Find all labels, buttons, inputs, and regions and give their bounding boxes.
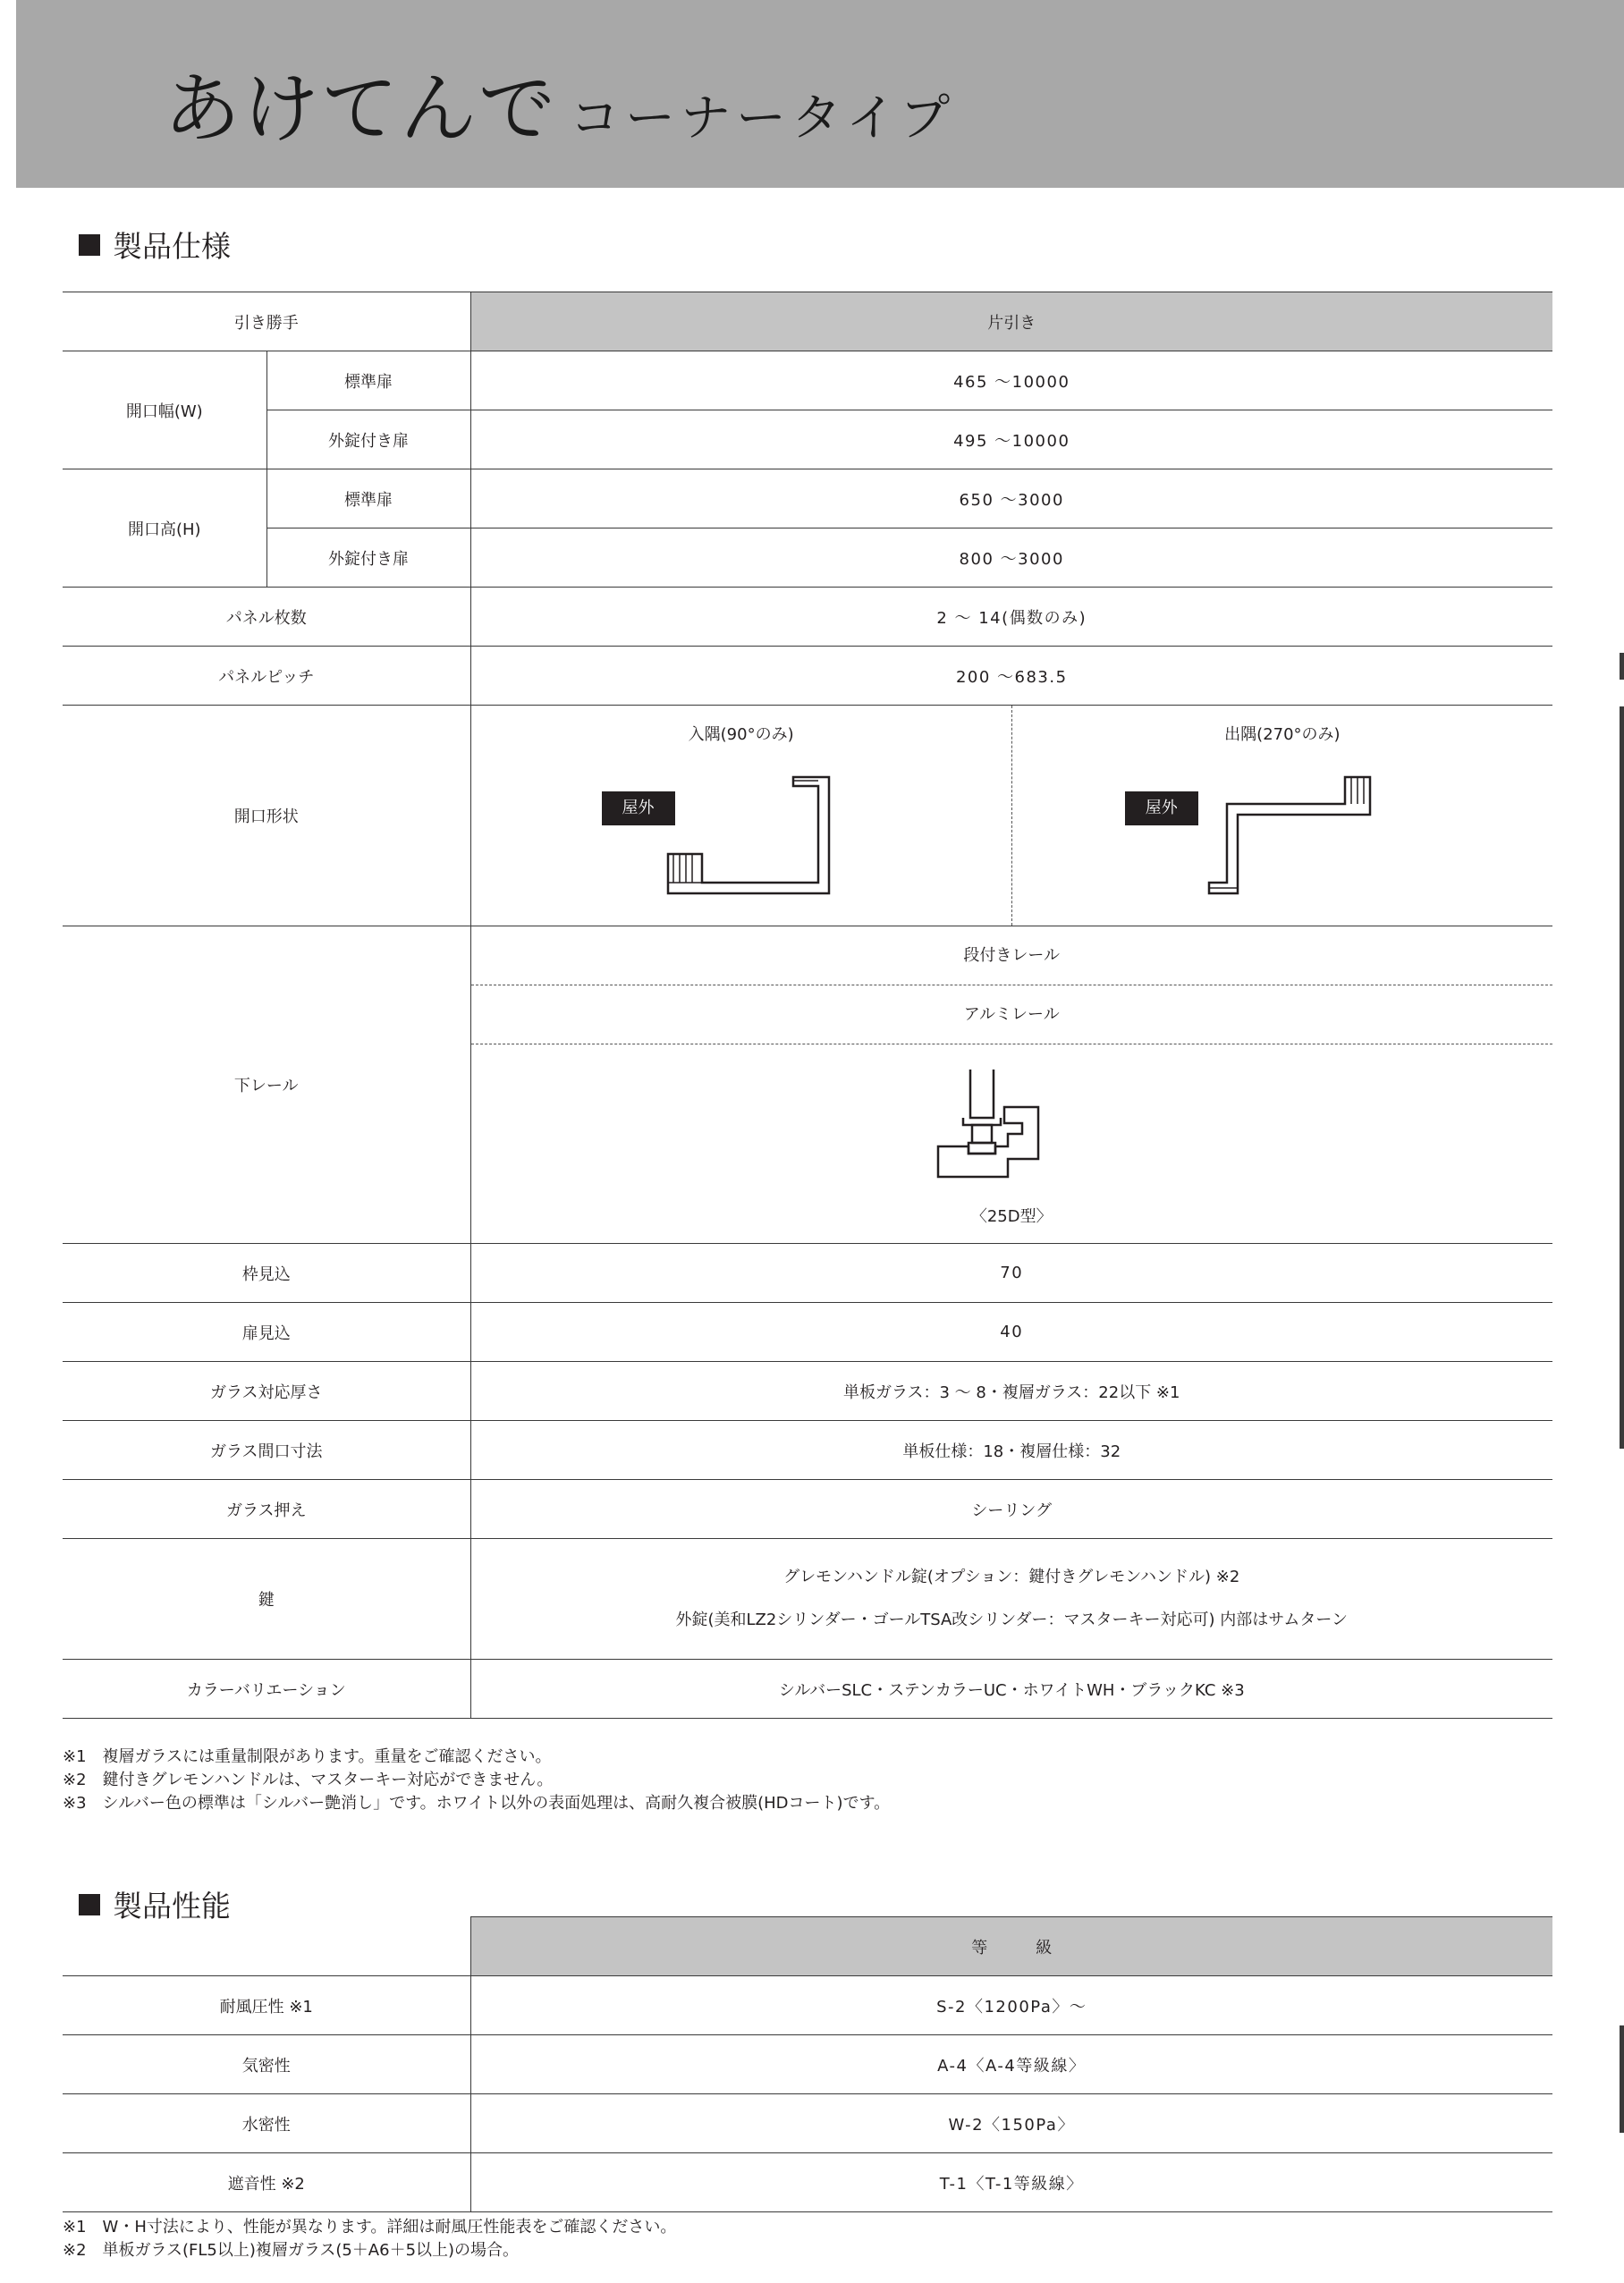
table-row	[63, 351, 1552, 410]
spec-notes	[63, 1746, 890, 1815]
rail-cell	[470, 926, 1552, 1244]
height-ext-value: 800 ～3000	[470, 528, 1552, 588]
table-row	[63, 528, 1552, 588]
table-row	[63, 1976, 1552, 2035]
title-sub: コーナータイプ	[570, 89, 956, 148]
rail-option-1: 段付きレール	[471, 926, 1553, 985]
glass-opening-label: ガラス間口寸法	[63, 1421, 470, 1480]
height-label: 開口高(H)	[63, 469, 266, 588]
spec-note-3: ※3 シルバー色の標準は「シルバー艶消し」です。ホワイト以外の表面処理は、高耐久複合被膜(HDコート)です。	[63, 1794, 891, 1813]
perf-note-1: ※1 W・H寸法により、性能が異なります。詳細は耐風圧性能表をご確認ください。	[63, 2218, 677, 2236]
inner-corner-panel	[471, 706, 1011, 926]
outside-badge: 屋外	[602, 791, 675, 825]
square-bullet-icon	[79, 234, 100, 256]
panels-label: パネル枚数	[63, 588, 470, 647]
spec-note-1: ※1 複層ガラスには重量制限があります。重量をご確認ください。	[63, 1747, 552, 1766]
table-row	[63, 1244, 1552, 1303]
perf-heading-label: 製品性能	[113, 1889, 231, 1924]
outer-corner-diagram	[1191, 768, 1406, 911]
spec-table	[63, 292, 1552, 1719]
outside-badge-outer: 屋外	[1125, 791, 1198, 825]
panels-value: 2 ～ 14(偶数のみ)	[470, 588, 1552, 647]
table-row	[63, 2153, 1552, 2212]
perf-row-label: 遮音性 ※2	[63, 2153, 470, 2212]
width-label: 開口幅(W)	[63, 351, 266, 469]
frame-depth-value: 70	[470, 1244, 1552, 1303]
door-depth-value: 40	[470, 1303, 1552, 1362]
table-row	[63, 1539, 1552, 1660]
perf-row-value: A-4〈A-4等級線〉	[470, 2035, 1552, 2094]
lock-line-2: 外錠(美和LZ2シリンダー・ゴールTSA改シリンダー：マスターキー対応可) 内部はサムターン	[675, 1611, 1349, 1629]
lock-value	[470, 1539, 1552, 1660]
table-row	[63, 469, 1552, 528]
width-ext-value: 495 ～10000	[470, 410, 1552, 469]
table-row	[63, 1480, 1552, 1539]
table-row	[63, 2035, 1552, 2094]
inner-corner-diagram	[650, 768, 865, 911]
shape-cell	[470, 706, 1552, 926]
table-row	[63, 2094, 1552, 2153]
perf-row-label: 気密性	[63, 2035, 470, 2094]
color-label: カラーバリエーション	[63, 1660, 470, 1719]
table-row	[63, 588, 1552, 647]
table-row	[63, 1917, 1552, 1976]
width-ext-label: 外錠付き扉	[266, 410, 470, 469]
glass-stop-value: シーリング	[470, 1480, 1552, 1539]
rail-option-2: アルミレール	[471, 985, 1553, 1044]
perf-grade-header: 等 級	[470, 1917, 1552, 1976]
lock-line-1: グレモンハンドル錠(オプション：鍵付きグレモンハンドル) ※2	[783, 1568, 1240, 1586]
perf-note-2: ※2 単板ガラス(FL5以上)複層ガラス(5＋A6＋5以上)の場合。	[63, 2241, 520, 2260]
table-row	[63, 410, 1552, 469]
perf-header-empty	[63, 1917, 470, 1976]
perf-table	[63, 1916, 1552, 2212]
page-edge-mark-lower	[1620, 2025, 1624, 2133]
title-main: あけてんで	[164, 64, 557, 154]
table-row	[63, 1421, 1552, 1480]
height-std-label: 標準扉	[266, 469, 470, 528]
rail-label: 下レール	[63, 926, 470, 1244]
table-row	[63, 1362, 1552, 1421]
spec-heading-label: 製品仕様	[113, 229, 231, 264]
title-banner	[16, 0, 1624, 188]
page-edge-mark	[1620, 653, 1624, 680]
height-ext-label: 外錠付き扉	[266, 528, 470, 588]
perf-row-value: S-2〈1200Pa〉～	[470, 1976, 1552, 2035]
spec-heading	[79, 224, 231, 266]
rail-caption: 〈25D型〉	[970, 1207, 1053, 1226]
perf-row-label: 耐風圧性 ※1	[63, 1976, 470, 2035]
outer-corner-label: 出隅(270°のみ)	[1224, 725, 1341, 744]
spec-note-2: ※2 鍵付きグレモンハンドルは、マスターキー対応ができません。	[63, 1771, 554, 1789]
rail-figure	[471, 1044, 1553, 1243]
hand-label: 引き勝手	[63, 292, 470, 351]
width-std-label: 標準扉	[266, 351, 470, 410]
glass-thickness-value: 単板ガラス：3 ～ 8・複層ガラス：22以下 ※1	[470, 1362, 1552, 1421]
perf-notes	[63, 2216, 676, 2262]
lock-label: 鍵	[63, 1539, 470, 1660]
door-depth-label: 扉見込	[63, 1303, 470, 1362]
rail-section-diagram	[936, 1070, 1070, 1195]
width-std-value: 465 ～10000	[470, 351, 1552, 410]
glass-stop-label: ガラス押え	[63, 1480, 470, 1539]
height-std-value: 650 ～3000	[470, 469, 1552, 528]
table-row	[63, 292, 1552, 351]
table-row	[63, 1303, 1552, 1362]
page-edge-bar	[1620, 706, 1624, 1449]
perf-row-value: T-1〈T-1等級線〉	[470, 2153, 1552, 2212]
perf-row-value: W-2〈150Pa〉	[470, 2094, 1552, 2153]
page-title	[164, 47, 955, 157]
table-row	[63, 926, 1552, 1244]
square-bullet-icon	[79, 1894, 100, 1915]
table-row	[63, 647, 1552, 706]
pitch-label: パネルピッチ	[63, 647, 470, 706]
glass-thickness-label: ガラス対応厚さ	[63, 1362, 470, 1421]
pitch-value: 200 ～683.5	[470, 647, 1552, 706]
table-row	[63, 1660, 1552, 1719]
inner-corner-label: 入隅(90°のみ)	[688, 725, 794, 744]
glass-opening-value: 単板仕様：18・複層仕様：32	[470, 1421, 1552, 1480]
frame-depth-label: 枠見込	[63, 1244, 470, 1303]
table-row	[63, 706, 1552, 926]
perf-row-label: 水密性	[63, 2094, 470, 2153]
outer-corner-panel	[1011, 706, 1552, 926]
color-value: シルバーSLC・ステンカラーUC・ホワイトWH・ブラックKC ※3	[470, 1660, 1552, 1719]
shape-label: 開口形状	[63, 706, 470, 926]
hand-value: 片引き	[470, 292, 1552, 351]
